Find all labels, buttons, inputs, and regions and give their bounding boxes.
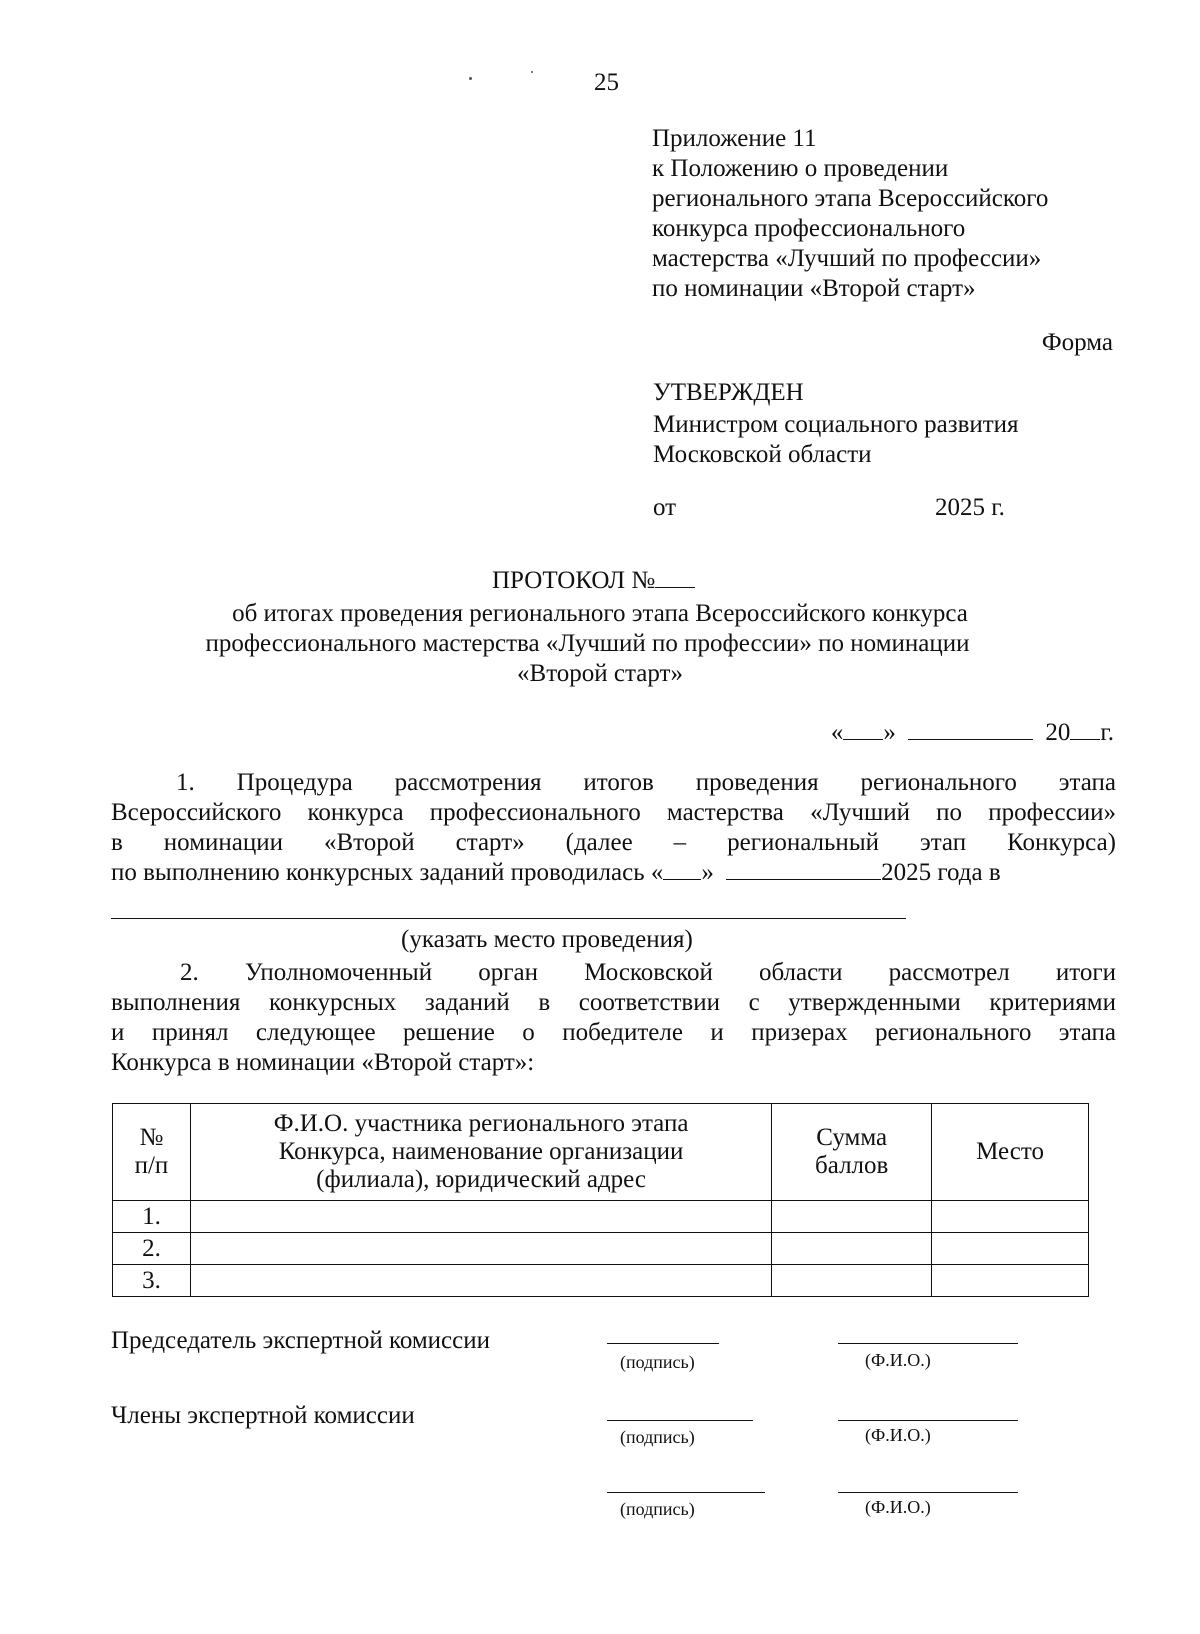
appendix-line: к Положению о проведении — [652, 155, 949, 182]
header-place: Место — [932, 1104, 1089, 1201]
protocol-title — [492, 566, 695, 596]
date-day-blank — [843, 719, 883, 740]
date-suffix: г. — [1100, 719, 1114, 746]
row-place — [932, 1233, 1089, 1265]
table-row — [113, 1201, 1089, 1233]
protocol-subtitle-line: профессионального мастерства «Лучший по профессии» по номинации — [205, 630, 970, 657]
chairman-name-caption: (Ф.И.О.) — [865, 1350, 931, 1370]
appendix-line: мастерства «Лучший по профессии» — [652, 245, 1042, 272]
header-participant-line: Ф.И.О. участника регионального этапа — [273, 1110, 689, 1137]
protocol-title-text: ПРОТОКОЛ № — [492, 567, 656, 594]
header-score — [772, 1104, 932, 1201]
approval-year: 2025 г. — [935, 494, 1005, 521]
approval-title: УТВЕРЖДЕН — [653, 379, 804, 406]
row-participant — [190, 1201, 771, 1233]
paragraph1-last-suffix: 2025 года в — [881, 859, 1001, 886]
row-score — [772, 1233, 932, 1265]
appendix-line: конкурса профессионального — [652, 215, 966, 242]
table-row — [113, 1265, 1089, 1297]
paragraph2-line: выполнения конкурсных заданий в соответствии с утвержденными критериями — [111, 989, 1116, 1016]
member2-signature-line — [607, 1492, 765, 1493]
paragraph2-line: 2. Уполномоченный орган Московской области рассмотрел итоги — [180, 959, 1116, 986]
row-place — [932, 1265, 1089, 1297]
scan-speck — [469, 77, 472, 80]
form-label: Форма — [1041, 329, 1113, 356]
date-close-quote: » — [883, 719, 896, 746]
paragraph1-quote-close: » — [701, 859, 714, 886]
approval-line: Министром социального развития — [653, 411, 1019, 438]
member1-name-line — [838, 1420, 1018, 1421]
place-blank-line — [111, 918, 906, 919]
members-label: Члены экспертной комиссии — [111, 1402, 415, 1429]
chairman-label: Председатель экспертной комиссии — [111, 1327, 491, 1354]
row-number: 1. — [113, 1201, 191, 1233]
date-century: 20 — [1045, 719, 1071, 746]
paragraph1-last-prefix: по выполнению конкурсных заданий проводилась « — [111, 859, 664, 886]
row-number: 2. — [113, 1233, 191, 1265]
header-score-line: Сумма — [816, 1124, 888, 1151]
approval-from: от — [653, 494, 677, 521]
date-open-quote: « — [830, 719, 844, 746]
header-number-line: № — [139, 1124, 164, 1151]
header-participant-line: Конкурса, наименование организации — [278, 1138, 684, 1165]
chairman-signature-caption: (подпись) — [620, 1352, 695, 1372]
protocol-subtitle-line: «Второй старт» — [517, 660, 683, 687]
protocol-number-blank — [655, 567, 695, 588]
paragraph1-line: Всероссийского конкурса профессионального мастерства «Лучший по профессии» — [111, 799, 1116, 826]
header-number — [113, 1104, 191, 1201]
table-header-row — [113, 1104, 1089, 1201]
member2-signature-caption: (подпись) — [620, 1499, 695, 1519]
row-score — [772, 1201, 932, 1233]
appendix-line: регионального этапа Всероссийского — [652, 185, 1049, 212]
header-participant — [190, 1104, 771, 1201]
date-month-blank — [908, 719, 1033, 740]
row-participant — [190, 1233, 771, 1265]
row-number: 3. — [113, 1265, 191, 1297]
header-participant-line: (филиала), юридический адрес — [316, 1166, 646, 1193]
header-score-line: баллов — [815, 1152, 889, 1179]
row-participant — [190, 1265, 771, 1297]
date-year-blank — [1070, 719, 1100, 740]
results-table — [112, 1103, 1089, 1297]
paragraph1-last-line — [111, 858, 1001, 888]
approval-line: Московской области — [653, 441, 872, 468]
paragraph1-month-blank — [726, 859, 881, 880]
scan-speck — [531, 71, 533, 73]
paragraph1-line: в номинации «Второй старт» (далее – региональный этап Конкурса) — [111, 829, 1116, 856]
member2-name-line — [838, 1492, 1018, 1493]
paragraph1-day-blank — [663, 859, 701, 880]
chairman-name-line — [838, 1343, 1018, 1344]
member2-name-caption: (Ф.И.О.) — [865, 1497, 931, 1517]
member1-signature-line — [607, 1420, 753, 1421]
paragraph2-last-line: Конкурса в номинации «Второй старт»: — [111, 1049, 535, 1076]
table-row — [113, 1233, 1089, 1265]
place-caption: (указать место проведения) — [401, 926, 693, 953]
appendix-line: Приложение 11 — [652, 125, 817, 152]
paragraph2-line: и принял следующее решение о победителе и призерах регионального этапа — [111, 1019, 1116, 1046]
row-score — [772, 1265, 932, 1297]
row-place — [932, 1201, 1089, 1233]
header-number-line: п/п — [134, 1152, 169, 1179]
chairman-signature-line — [607, 1343, 719, 1344]
member1-name-caption: (Ф.И.О.) — [865, 1425, 931, 1445]
protocol-date-line — [831, 718, 1114, 748]
member1-signature-caption: (подпись) — [620, 1427, 695, 1447]
paragraph1-line: 1. Процедура рассмотрения итогов проведения регионального этапа — [176, 769, 1116, 796]
protocol-subtitle-line: об итогах проведения регионального этапа Всероссийского конкурса — [232, 600, 968, 627]
page-number: 25 — [594, 69, 619, 96]
appendix-line: по номинации «Второй старт» — [652, 275, 976, 302]
